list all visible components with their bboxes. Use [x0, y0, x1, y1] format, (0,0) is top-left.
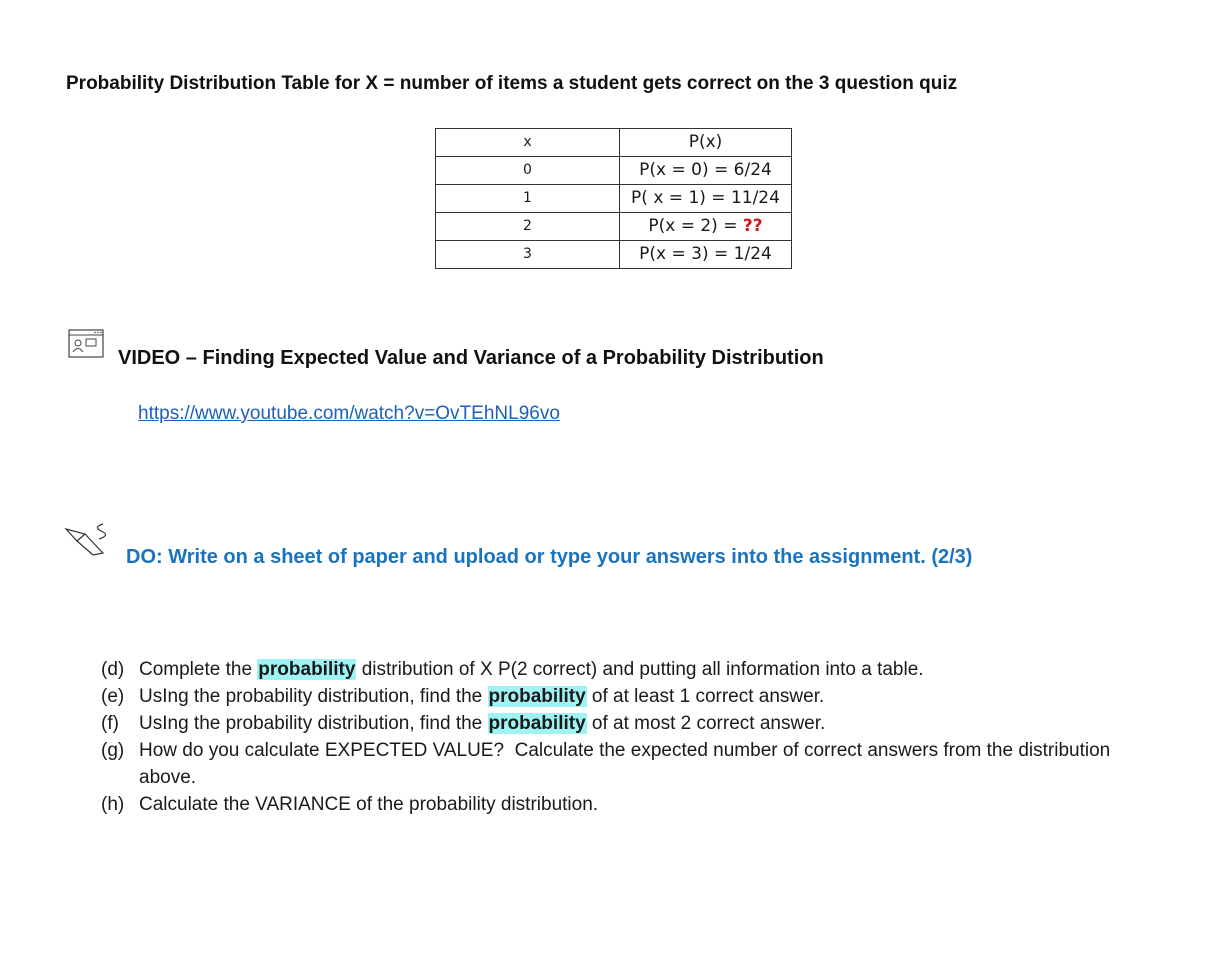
question-text: Complete the probability distribution of X P(2 correct) and putting all information into a table.	[139, 659, 924, 680]
table-cell-p: P(x = 3) = 1/24	[620, 241, 792, 269]
page-title: Probability Distribution Table for X = number of items a student gets correct on the 3 question quiz	[66, 73, 958, 94]
video-link[interactable]: https://www.youtube.com/watch?v=OvTEhNL96vo	[138, 403, 560, 424]
table-row	[436, 157, 792, 185]
table-row	[436, 213, 792, 241]
table-cell-p: P(x = 0) = 6/24	[620, 157, 792, 185]
table-row	[436, 241, 792, 269]
table-cell-x: 3	[436, 241, 620, 269]
do-instructions: DO: Write on a sheet of paper and upload or type your answers into the assignment. (2/3)	[126, 546, 973, 568]
question-list	[101, 656, 1116, 818]
probability-table	[435, 128, 792, 269]
question-item	[101, 791, 1111, 818]
question-item	[101, 710, 1111, 737]
unknown-value: ??	[742, 216, 763, 236]
question-letter: (e)	[101, 686, 125, 707]
highlight-probability: probability	[488, 713, 586, 734]
table-cell-p	[620, 213, 792, 241]
highlight-probability: probability	[258, 659, 356, 680]
question-text: UsIng the probability distribution, find the probability of at most 2 correct answer.	[139, 713, 826, 734]
table-cell-p-main: P(x = 2) =	[648, 216, 743, 236]
question-text: How do you calculate EXPECTED VALUE? Calculate the expected number of correct answers from the distribution above.	[139, 740, 1116, 788]
question-letter: (d)	[101, 659, 125, 680]
question-text: UsIng the probability distribution, find the probability of at least 1 correct answer.	[139, 686, 825, 707]
table-cell-p: P( x = 1) = 11/24	[620, 185, 792, 213]
question-item	[101, 656, 1111, 683]
video-icon	[68, 329, 104, 358]
question-item	[101, 737, 1116, 791]
table-cell-x: 1	[436, 185, 620, 213]
table-cell-x: 2	[436, 213, 620, 241]
video-title: VIDEO – Finding Expected Value and Variance of a Probability Distribution	[118, 347, 824, 369]
question-letter: (g)	[101, 740, 125, 761]
question-item	[101, 683, 1111, 710]
question-letter: (h)	[101, 794, 125, 815]
table-header-row	[436, 129, 792, 157]
table-cell-x: 0	[436, 157, 620, 185]
question-letter: (f)	[101, 713, 119, 734]
table-header-x: x	[436, 129, 620, 157]
highlight-probability: probability	[488, 686, 586, 707]
question-text: Calculate the VARIANCE of the probability distribution.	[139, 794, 599, 815]
pen-icon	[63, 519, 119, 559]
table-header-px: P(x)	[620, 129, 792, 157]
table-row	[436, 185, 792, 213]
